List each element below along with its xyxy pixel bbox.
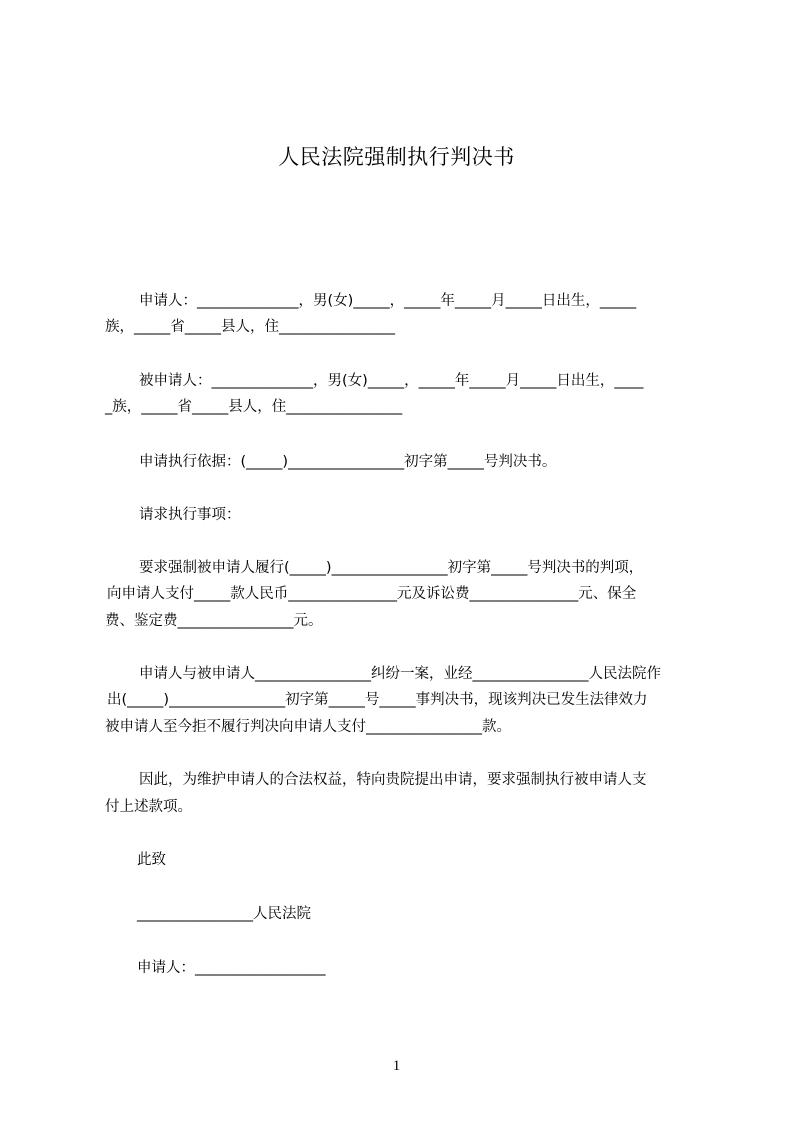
request-heading: 请求执行事项： (139, 507, 241, 523)
reason-line-2: 付上述款项。 (105, 799, 192, 815)
facts-line-1: 申请人与被申请人________________纠纷一案，业经________________人民法院作 (139, 666, 661, 682)
request-line-1: 要求强制被申请人履行(_____)________________初字第_____号判决书的判项， (139, 560, 644, 576)
addressee-court: ________________人民法院 (137, 906, 311, 922)
applicant-line-1: 申请人：______________，男(女)_____，_____年_____月_____日出生，_____ (139, 293, 637, 309)
request-line-3: 费、鉴定费________________元。 (105, 613, 323, 629)
request-line-2: 向申请人支付_____款人民币_______________元及诉讼费_______________元、保全 (107, 586, 637, 602)
page-number: 1 (392, 1058, 401, 1074)
salutation: 此致 (137, 852, 166, 868)
facts-line-3: 被申请人至今拒不履行判决向申请人支付________________款。 (105, 719, 511, 735)
applicant-signature: 申请人：__________________ (137, 960, 326, 976)
document-title: 人民法院强制执行判决书 (278, 145, 515, 169)
applicant-line-2: 族，_____省_____县人，住________________ (105, 319, 395, 335)
respondent-line-2: _族，_____省_____县人，住________________ (105, 399, 403, 415)
facts-line-2: 出(_____)________________初字第_____号_____事判决书，现该判决已发生法律效力 (107, 692, 648, 708)
execution-basis: 申请执行依据：(_____)________________初字第_____号判决书。 (139, 454, 557, 470)
reason-line-1: 因此，为维护申请人的合法权益，特向贵院提出申请，要求强制执行被申请人支 (139, 772, 647, 788)
respondent-line-1: 被申请人：______________，男(女)_____，_____年_____月_____日出生，____ (139, 373, 644, 389)
